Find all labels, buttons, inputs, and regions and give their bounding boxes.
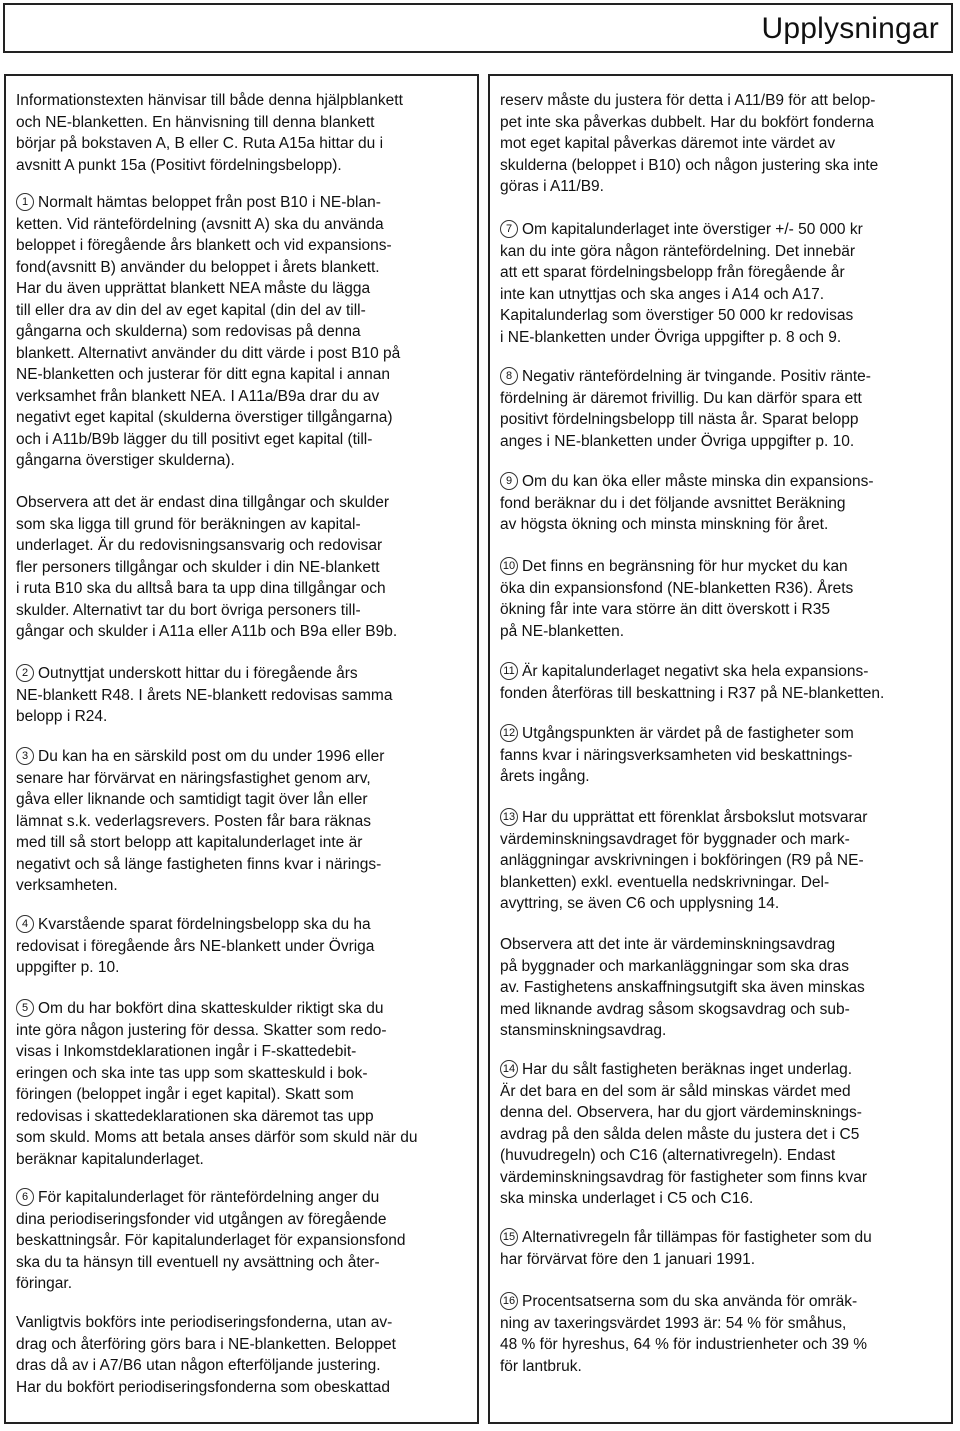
- note-text: Utgångspunkten är värdet på de fastigheter som fanns kvar i näringsverksamheten vid beskattnings- årets ingång.: [500, 725, 854, 785]
- note-text: Har du upprättat ett förenklat årsbokslut motsvarar värdeminskningsavdraget för byggnader och mark- anläggningar avskrivningen i bokföringen (R9 på NE- blanketten) exkl. eventuella nedskrivningar. Del- avyttring, se även C6 och upplysning 14.: [500, 809, 868, 912]
- note-9: [500, 471, 874, 536]
- continued-paragraph: reserv måste du justera för detta i A11/B9 för att belop- pet inte ska påverkas dubbelt. Har du bokfört fonderna mot eget kapital påverkas däremot inte värdet av skulderna (beloppet i B10) och någon justering ska inte göras i A11/B9.: [500, 92, 879, 195]
- note-text: Är kapitalunderlaget negativt ska hela expansions- fonden återföras till beskattning i R37 på NE-blanketten.: [500, 663, 885, 702]
- note-text: Om du kan öka eller måste minska din expansions- fond beräknar du i det följande avsnittet Beräkning av högsta ökning och minsta minskning för året.: [500, 473, 874, 533]
- note-number-badge: 12: [500, 724, 518, 742]
- note-number-badge: 15: [500, 1228, 518, 1246]
- note-text: Alternativregeln får tillämpas för fastigheter som du har förvärvat före den 1 januari 1991.: [500, 1229, 872, 1268]
- note-4: [16, 914, 374, 979]
- note-14: [500, 1059, 867, 1210]
- note-2: [16, 663, 392, 728]
- note-number-badge: 9: [500, 472, 518, 490]
- note-11: [500, 661, 884, 704]
- note-number-badge: 14: [500, 1060, 518, 1078]
- note-8: [500, 366, 871, 452]
- page-title: Upplysningar: [761, 12, 939, 45]
- note-number-badge: 1: [16, 193, 34, 211]
- note-13: [500, 807, 867, 915]
- note-text: Har du sålt fastigheten beräknas inget underlag. Är det bara en del som är såld minskas värdet med denna del. Observera, har du gjort värdeminsknings- avdrag på den sålda delen måste du justera det i C5 (huvudregeln) och C16 (alternativregeln). Endast värdeminskningsavdrag för fastigheter som finns kvar ska minska underlaget i C5 och C16.: [500, 1061, 867, 1207]
- note-text: Procentsatserna som du ska använda för omräk- ning av taxeringsvärdet 1993 är: 54 % för småhus, 48 % för hyreshus, 64 % för industrienheter och 39 % för lantbruk.: [500, 1293, 868, 1375]
- note-number-badge: 8: [500, 367, 518, 385]
- note-text: Du kan ha en särskild post om du under 1996 eller senare har förvärvat en näringsfastighet genom arv, gåva eller liknande och samtidigt tagit över lån eller lämnat s.k. vederlagsrevers. Posten får bara räknas med till så stort belopp att kapitalunderlaget inte är negativt och så länge fastigheten finns kvar i närings- verksamheten.: [16, 748, 385, 894]
- note-number-badge: 10: [500, 557, 518, 575]
- left-column: [4, 74, 479, 1424]
- note-10: [500, 556, 853, 642]
- page-header: [3, 3, 953, 53]
- note-16: [500, 1291, 867, 1377]
- note-number-badge: 6: [16, 1188, 34, 1206]
- observera-paragraph: Observera att det är endast dina tillgångar och skulder som ska ligga till grund för beräkningen av kapital- underlaget. Är du redovisningsansvarig och redovisar fler personers tillgångar och skulder i din NE-blankett i ruta B10 ska du alltså bara ta upp dina tillgångar och skulder. Alternativt tar du bort övriga personers till- gångar och skulder i A11a eller A11b och B9a eller B9b.: [16, 494, 398, 640]
- note-number-badge: 5: [16, 999, 34, 1017]
- note-text: Om kapitalunderlaget inte överstiger +/- 50 000 kr kan du inte göra någon räntefördelning. Det innebär att ett sparat fördelningsbelopp från föregående år inte kan utnyttjas och ska anges i A14 och A17. Kapitalunderlag som överstiger 50 000 kr redovisas i NE-blanketten under Övriga uppgifter p. 8 och 9.: [500, 221, 863, 346]
- note-12: [500, 723, 854, 788]
- note-number-badge: 11: [500, 662, 518, 680]
- note-text: Negativ räntefördelning är tvingande. Positiv ränte- fördelning är däremot frivillig. Du kan därför spara ett positivt fördelningsbelopp till nästa år. Sparat belopp anges i NE-blanketten under Övriga uppgifter p. 10.: [500, 368, 871, 450]
- observera-paragraph: Observera att det inte är värdeminskningsavdrag på byggnader och markanläggningar som ska dras av. Fastighetens anskaffningsutgift ska även minskas med liknande avdrag såsom skogsavdrag och sub- stansminskningsavdrag.: [500, 936, 865, 1039]
- note-number-badge: 3: [16, 747, 34, 765]
- note-text: För kapitalunderlaget för räntefördelning anger du dina periodiseringsfonder vid utgången av föregående beskattningsår. För kapitalunderlaget för expansionsfond ska du ta hänsyn till eventuell ny avsättning och åter- föringar.: [16, 1189, 406, 1292]
- note-text: Om du har bokfört dina skatteskulder riktigt ska du inte göra någon justering för dessa. Skatter som redo- visas i Inkomstdeklarationen ingår i F-skattedebit- eringen och ska inte tas upp som skatteskuld i bok- föringen (beloppet ingår i eget kapital). Skatt som redovisas i skattedeklarationen ska däremot tas upp som skuld. Moms att betala anses därför som skuld när du beräknar kapitalunderlaget.: [16, 1000, 418, 1168]
- note-number-badge: 16: [500, 1292, 518, 1310]
- note-number-badge: 2: [16, 664, 34, 682]
- note-text: Outnyttjat underskott hittar du i föregående års NE-blankett R48. I årets NE-blankett redovisas samma belopp i R24.: [16, 665, 393, 725]
- note-6: [16, 1187, 405, 1295]
- note-15: [500, 1227, 872, 1270]
- note-text: Normalt hämtas beloppet från post B10 i NE-blan- ketten. Vid räntefördelning (avsnitt A) ska du använda beloppet i föregående års blankett och vid expansions- fond(avsnitt B) använder du beloppet i årets blankett. Har du även upprättat blankett NEA måste du lägga till eller dra av din del av eget kapital (din del av till- gångarna och skulderna) som redovisas på denna blankett. Alternativt använder du ditt värde i post B10 på NE-blanketten och justerar för ditt egna kapital i annan verksamhet från blankett NEA. I A11a/B9a drar du av negativt eget kapital (skulderna överstiger tillgångarna) och i A11b/B9b lägger du till positivt eget kapital (till- gångarna överstiger skulderna).: [16, 194, 401, 469]
- note-5: [16, 998, 417, 1170]
- note-text: Kvarstående sparat fördelningsbelopp ska du ha redovisat i föregående års NE-blankett under Övriga uppgifter p. 10.: [16, 916, 375, 976]
- note-7: [500, 219, 863, 348]
- right-column: [488, 74, 953, 1424]
- vanligtvis-paragraph: Vanligtvis bokförs inte periodiseringsfonderna, utan av- drag och återföring görs bara i NE-blanketten. Beloppet dras då av i A7/B6 utan någon efterföljande justering. Har du bokfört periodiseringsfonderna som obeskattad: [16, 1314, 396, 1396]
- note-number-badge: 7: [500, 220, 518, 238]
- note-1: [16, 192, 400, 472]
- note-number-badge: 4: [16, 915, 34, 933]
- note-text: Det finns en begränsning för hur mycket du kan öka din expansionsfond (NE-blanketten R36). Årets ökning får inte vara större än ditt överskott i R35 på NE-blanketten.: [500, 558, 854, 640]
- intro-paragraph: Informationstexten hänvisar till både denna hjälpblankett och NE-blanketten. En hänvisning till denna blankett börjar på bokstaven A, B eller C. Ruta A15a hittar du i avsnitt A punkt 15a (Positivt fördelningsbelopp).: [16, 92, 403, 174]
- note-number-badge: 13: [500, 808, 518, 826]
- note-3: [16, 746, 384, 897]
